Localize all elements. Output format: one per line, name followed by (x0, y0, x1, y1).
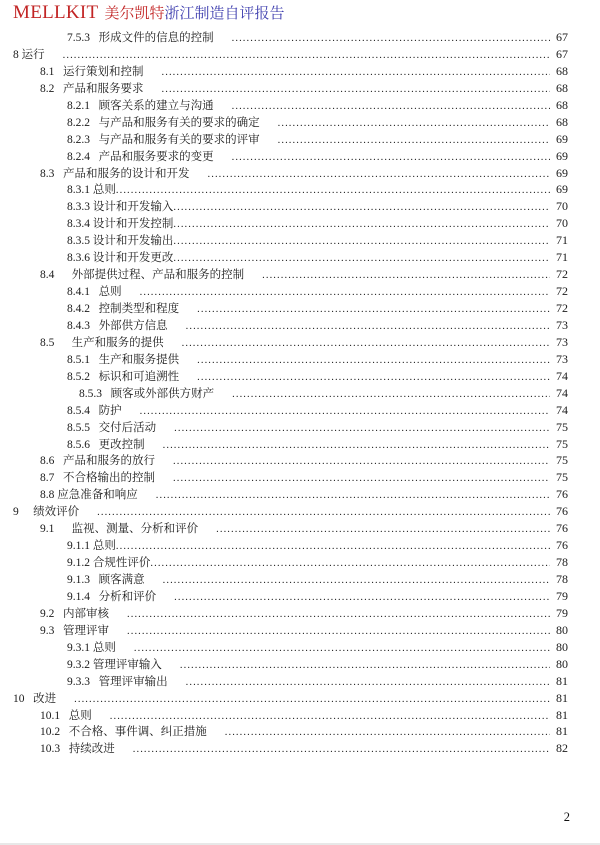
toc-dot-leader (174, 592, 550, 603)
toc-entry (0, 249, 600, 266)
toc-entry (0, 520, 600, 537)
report-title: 浙江制造自评报告 (164, 6, 285, 22)
toc-entry (0, 639, 600, 656)
toc-entry (0, 452, 600, 469)
toc-entry (0, 588, 600, 605)
toc-page-number: 70 (556, 199, 568, 214)
toc-entry-text: 8.5.4 防护 (67, 404, 122, 417)
toc-entry (0, 469, 600, 486)
toc-dot-leader (208, 169, 551, 180)
toc-entry-text: 7.5.3 形成文件的信息的控制 (67, 32, 214, 44)
toc-page-number: 81 (556, 724, 568, 739)
toc-entry-text: 8.3 产品和服务的设计和开发 (40, 167, 190, 180)
toc-dot-leader (197, 372, 550, 383)
toc-dot-leader (232, 101, 550, 112)
toc-entry (0, 436, 600, 453)
toc-entry-text: 8.2.3 与产品和服务有关的要求的评审 (67, 133, 260, 146)
toc-dot-leader (150, 558, 550, 569)
toc-dot-leader (173, 202, 550, 213)
toc-entry (0, 131, 600, 148)
toc-entry-text: 9.3.2 管理评审输入 (67, 658, 162, 671)
toc-page-number: 72 (556, 301, 568, 315)
toc-dot-leader (127, 609, 550, 620)
toc-page-number: 72 (556, 267, 568, 282)
toc-dot-leader (116, 185, 550, 196)
toc-entry (0, 114, 600, 131)
toc-dot-leader (156, 490, 550, 501)
toc-entry (0, 181, 600, 198)
toc-dot-leader (173, 219, 550, 230)
toc-dot-leader (278, 135, 550, 146)
toc-entry (0, 165, 600, 182)
toc-entry-text: 8.1 运行策划和控制 (40, 65, 144, 78)
toc-entry-text: 9.3 管理评审 (40, 624, 109, 637)
toc-dot-leader (173, 253, 550, 264)
toc-entry-text: 8.2.1 顾客关系的建立与沟通 (67, 99, 214, 112)
toc-dot-leader (63, 50, 550, 61)
toc-dot-leader (173, 236, 550, 247)
toc-entry-text: 8.2 产品和服务要求 (40, 82, 144, 95)
toc-page-number: 68 (556, 97, 568, 112)
toc-entry-text: 10.1 总则 (40, 709, 92, 722)
toc-dot-leader (140, 287, 550, 298)
toc-dot-leader (225, 727, 550, 738)
toc-dot-leader (116, 541, 550, 552)
toc-entry (0, 266, 600, 283)
toc-page-number: 75 (556, 419, 568, 434)
toc-entry-text: 8.5.3 顾客或外部供方财产 (79, 387, 215, 400)
toc-page-number: 75 (556, 436, 568, 451)
toc-entry (0, 740, 600, 757)
toc-dot-leader (127, 626, 550, 637)
toc-page-number: 70 (556, 216, 568, 231)
toc-entry (0, 554, 600, 571)
toc-entry (0, 486, 600, 503)
toc-page-number: 68 (556, 63, 568, 78)
toc-entry (0, 385, 600, 402)
toc-page-number: 73 (556, 351, 568, 366)
toc-dot-leader (182, 338, 550, 349)
toc-entry-text: 9.1.3 顾客满意 (67, 574, 145, 586)
toc-page-number: 69 (556, 165, 568, 180)
toc-entry-text: 10.3 持续改进 (40, 743, 115, 756)
toc-page-number: 80 (556, 639, 568, 654)
toc-entry (0, 300, 600, 317)
toc-dot-leader (173, 456, 550, 467)
toc-page-number: 81 (556, 673, 568, 688)
toc-entry (0, 215, 600, 232)
toc-entry-text: 8.5.5 交付后活动 (67, 421, 157, 434)
toc-entry-text: 9.1 监视、测量、分析和评价 (40, 523, 199, 536)
toc-page-number: 73 (556, 334, 568, 349)
toc-entry-text: 9.2 内部审核 (40, 607, 109, 620)
toc-entry-text: 8.6 产品和服务的放行 (40, 455, 155, 468)
toc-page-number: 71 (556, 233, 568, 248)
toc-entry-text: 9.3.1 总则 (67, 641, 116, 654)
toc-entry-text: 8.4.3 外部供方信息 (67, 319, 168, 332)
brand-name-chinese: 美尔凯特 (104, 6, 165, 22)
toc-dot-leader (163, 575, 550, 586)
toc-dot-leader (232, 33, 550, 44)
toc-entry-text: 10 改进 (13, 692, 57, 705)
toc-entry (0, 334, 600, 351)
toc-entry (0, 419, 600, 436)
toc-page-number: 75 (556, 470, 568, 485)
toc-page-number: 80 (556, 656, 568, 671)
toc-entry-text: 9 绩效评价 (13, 506, 80, 519)
toc-dot-leader (110, 711, 550, 722)
toc-page-number: 76 (556, 521, 568, 536)
toc-dot-leader (74, 694, 550, 705)
toc-entry-text: 8 运行 (13, 48, 45, 61)
toc-entry-text: 9.1.4 分析和评价 (67, 590, 157, 603)
toc-entry-text: 8.4.1 总则 (67, 286, 122, 299)
toc-dot-leader (173, 473, 550, 484)
toc-page-number: 67 (556, 46, 568, 61)
toc-entry (0, 723, 600, 740)
toc-entry (0, 46, 600, 63)
toc-entry-text: 9.3.3 管理评审输出 (67, 675, 168, 688)
toc-entry-text: 8.7 不合格输出的控制 (40, 472, 155, 485)
page-header (13, 2, 285, 24)
toc-entry (0, 368, 600, 385)
toc-dot-leader (186, 321, 550, 332)
toc-entry (0, 198, 600, 215)
toc-page-number: 69 (556, 182, 568, 197)
toc-page-number: 67 (556, 30, 568, 44)
toc-page-number: 82 (556, 741, 568, 756)
toc-entry (0, 351, 600, 368)
toc-page-number: 81 (556, 707, 568, 722)
toc-entry (0, 317, 600, 334)
toc-entry-text: 10.2 不合格、事件调、纠正措施 (40, 726, 207, 739)
toc-entry (0, 63, 600, 80)
toc-entry (0, 605, 600, 622)
toc-entry (0, 622, 600, 639)
toc-page-number: 74 (556, 368, 568, 383)
toc-dot-leader (197, 304, 550, 315)
toc-dot-leader (133, 744, 550, 755)
toc-entry-text: 9.1.2 合规性评价 (67, 557, 151, 570)
toc-entry (0, 80, 600, 97)
toc-page-number: 76 (556, 504, 568, 519)
toc-entry-text: 8.4 外部提供过程、产品和服务的控制 (40, 269, 245, 282)
toc-entry (0, 656, 600, 673)
toc-dot-leader (163, 440, 550, 451)
toc-page-number: 80 (556, 622, 568, 637)
toc-entry-text: 8.5.2 标识和可追溯性 (67, 370, 180, 383)
toc-dot-leader (140, 406, 550, 417)
toc-page-number: 71 (556, 250, 568, 265)
toc-page-number: 79 (556, 588, 568, 603)
toc-page-number: 69 (556, 131, 568, 146)
toc-page-number: 68 (556, 114, 568, 129)
toc-entry (0, 707, 600, 724)
toc-entry-text: 8.4.2 控制类型和程度 (67, 303, 180, 315)
toc-dot-leader (278, 118, 550, 129)
toc-entry (0, 29, 600, 46)
toc-entry (0, 283, 600, 300)
toc-dot-leader (232, 152, 550, 163)
toc-entry (0, 402, 600, 419)
brand-logo-text: MELLKIT (13, 2, 99, 23)
toc-entry-text: 8.3.3 设计和开发输入 (67, 201, 174, 214)
toc-entry-text: 8.3.4 设计和开发控制 (67, 218, 174, 231)
toc-entry-text: 8.5.1 生产和服务提供 (67, 353, 180, 366)
toc-entry (0, 148, 600, 165)
toc-page-number: 76 (556, 487, 568, 502)
toc-page-number: 81 (556, 690, 568, 705)
toc-dot-leader (232, 389, 550, 400)
toc (0, 29, 600, 757)
toc-entry (0, 673, 600, 690)
toc-entry-text: 8.2.4 产品和服务要求的变更 (67, 150, 214, 163)
toc-dot-leader (162, 67, 551, 78)
toc-entry-text: 8.5.6 更改控制 (67, 438, 145, 451)
toc-page-number: 73 (556, 317, 568, 332)
toc-page-number: 68 (556, 80, 568, 95)
footer-page-number: 2 (563, 810, 570, 824)
toc-dot-leader (197, 355, 550, 366)
toc-entry-text: 8.3.1 总则 (67, 184, 116, 197)
toc-entry-text: 8.3.5 设计和开发输出 (67, 235, 174, 248)
toc-dot-leader (216, 524, 550, 535)
toc-entry-text: 8.5 生产和服务的提供 (40, 336, 164, 349)
toc-dot-leader (174, 423, 550, 434)
toc-page-number: 72 (556, 284, 568, 299)
toc-dot-leader (262, 270, 550, 281)
toc-entry (0, 503, 600, 520)
toc-dot-leader (186, 677, 550, 688)
toc-entry-text: 8.3.6 设计和开发更改 (67, 252, 174, 265)
toc-page-number: 74 (556, 385, 568, 400)
toc-page-number: 75 (556, 453, 568, 468)
toc-page-number: 78 (556, 572, 568, 586)
toc-page-number: 79 (556, 605, 568, 620)
toc-entry (0, 537, 600, 554)
toc-page-number: 78 (556, 555, 568, 570)
toc-entry (0, 97, 600, 114)
toc-entry (0, 571, 600, 588)
toc-entry (0, 690, 600, 707)
toc-page-number: 69 (556, 148, 568, 163)
toc-page-number: 76 (556, 538, 568, 553)
toc-dot-leader (180, 660, 550, 671)
toc-entry-text: 9.1.1 总则 (67, 540, 116, 553)
toc-dot-leader (162, 84, 551, 95)
toc-page-number: 74 (556, 402, 568, 417)
toc-dot-leader (134, 643, 550, 654)
toc-entry-text: 8.8 应急准备和响应 (40, 489, 138, 502)
toc-dot-leader (97, 507, 550, 518)
toc-entry-text: 8.2.2 与产品和服务有关的要求的确定 (67, 116, 260, 129)
toc-entry (0, 232, 600, 249)
